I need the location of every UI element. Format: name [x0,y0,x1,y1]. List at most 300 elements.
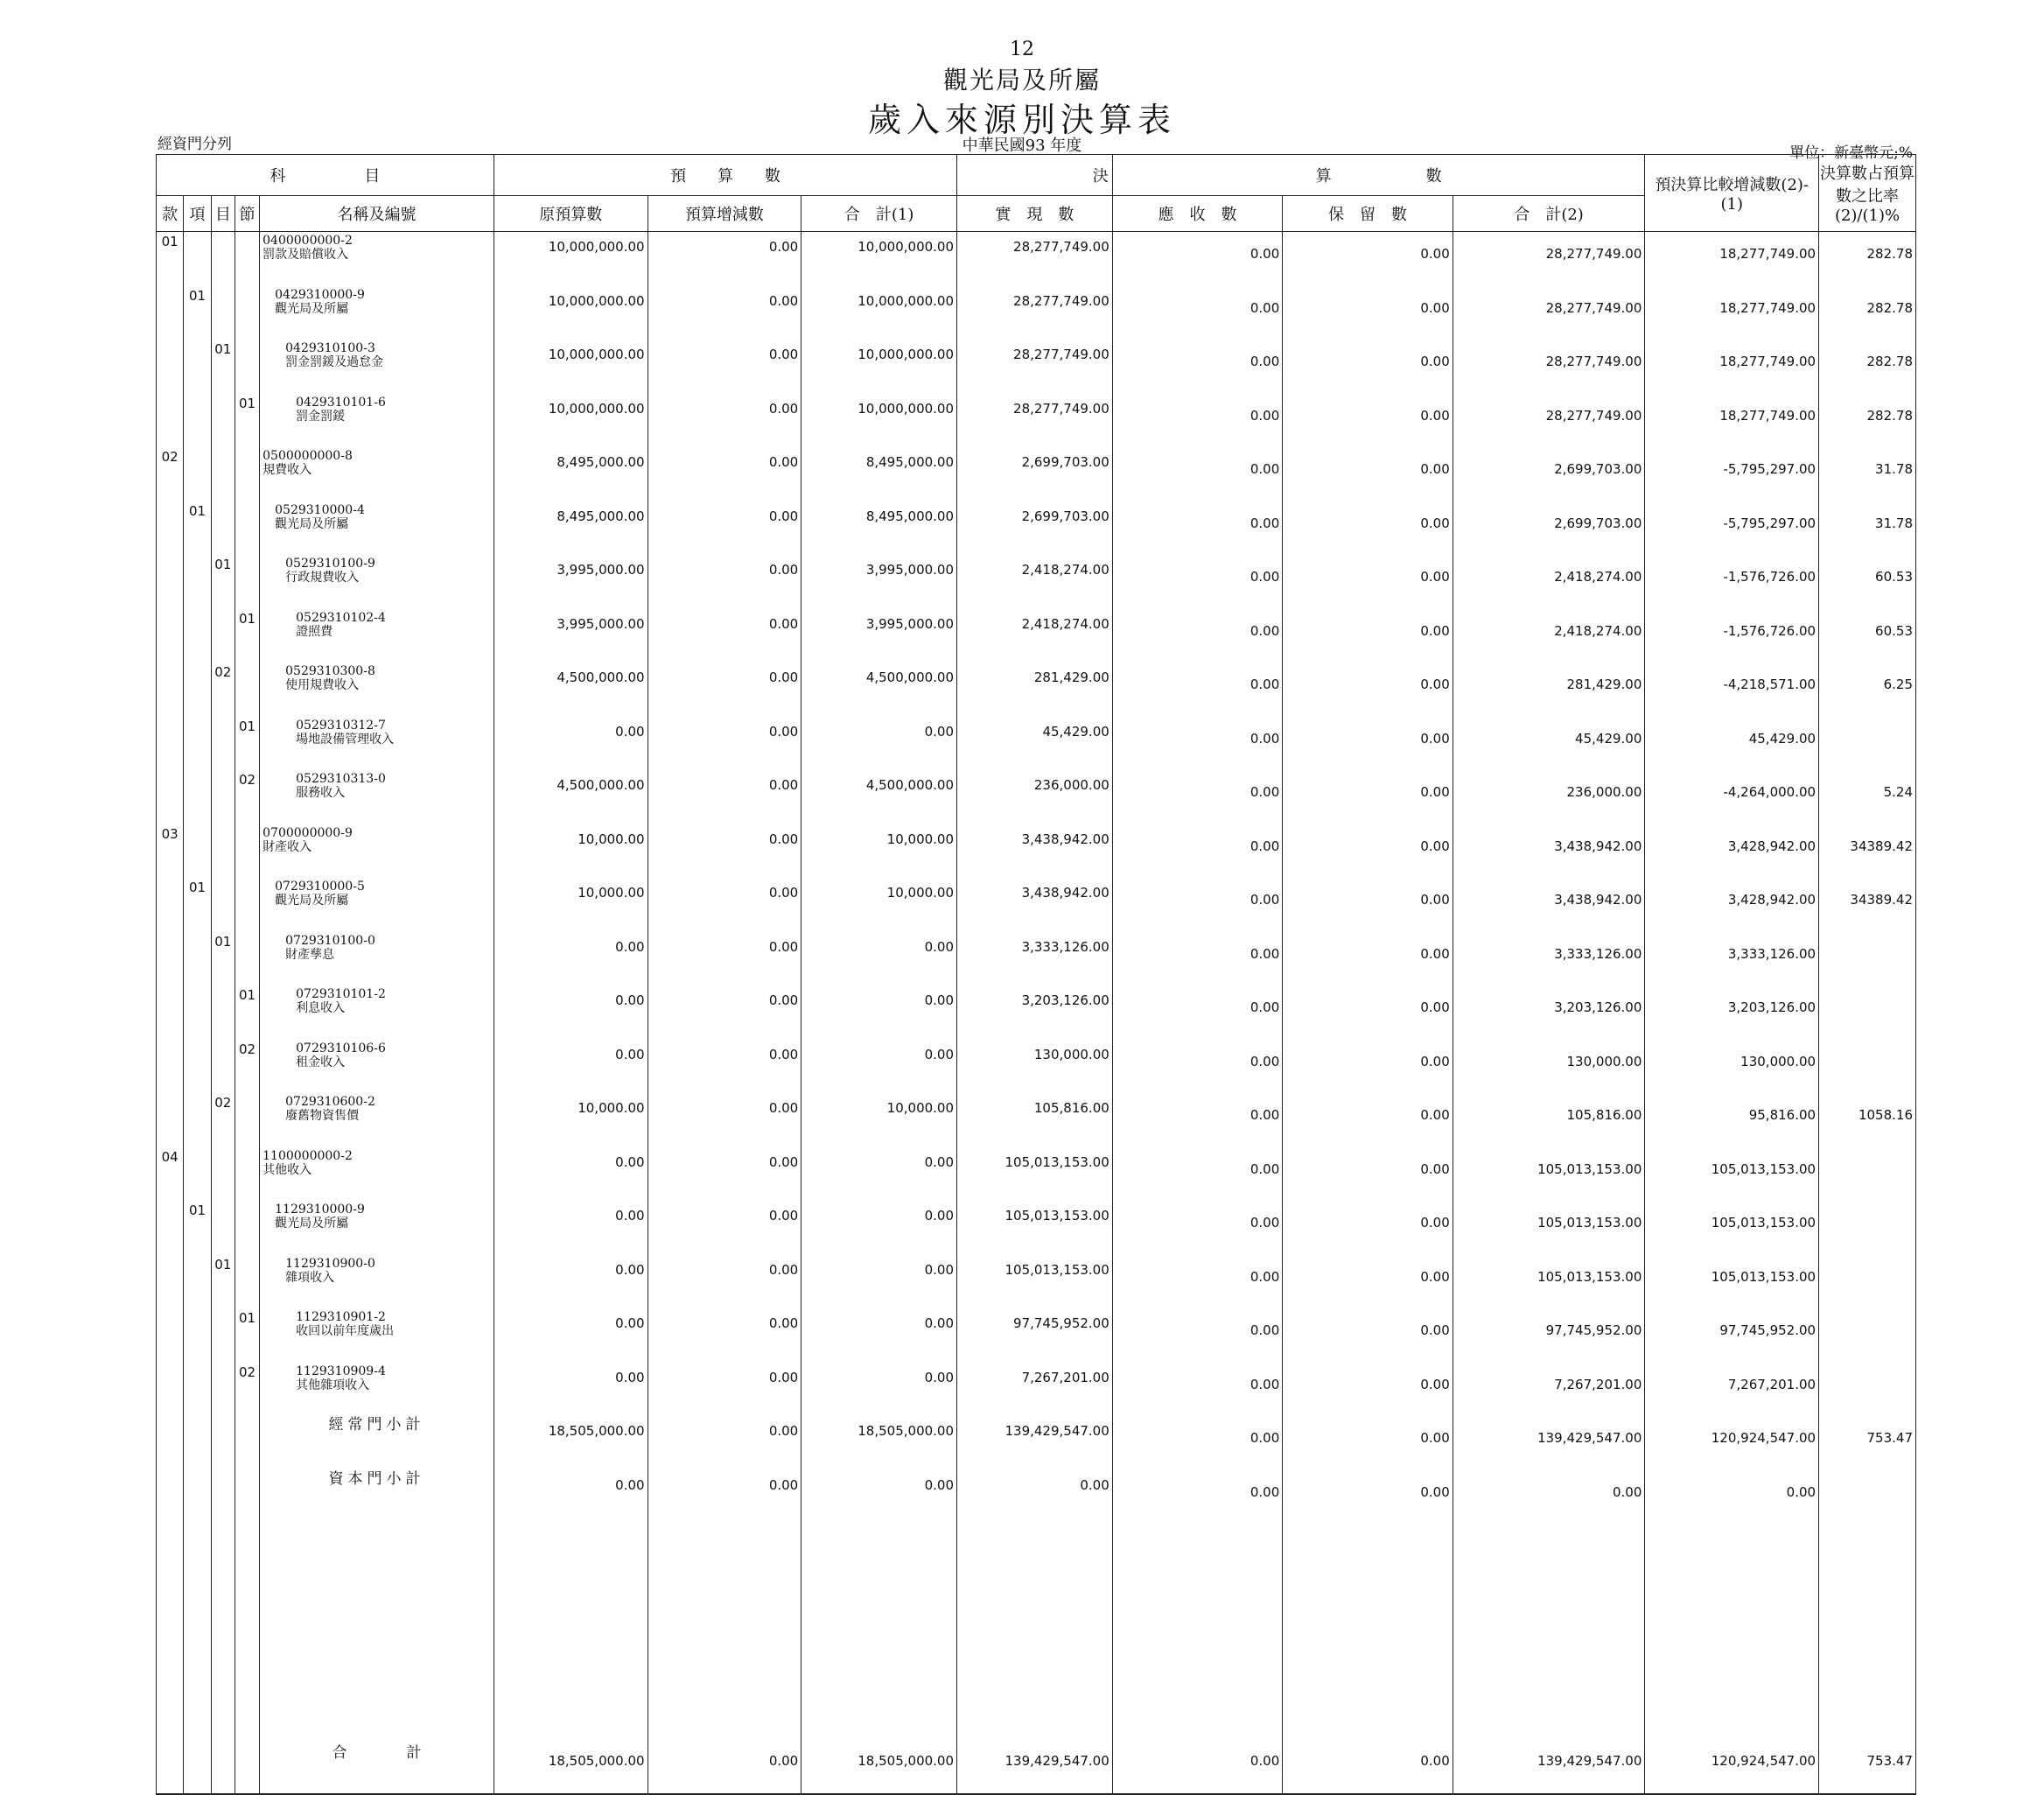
cell-kuan [157,555,184,609]
cell-budget-sum: 10,000.00 [802,878,957,932]
cell-mu [211,1147,234,1202]
table-row [157,555,1916,609]
cell-receivable: 0.00 [1112,1093,1283,1147]
cell-empty [260,1524,494,1734]
cell-receivable: 0.00 [1112,770,1283,824]
cell-name [260,609,494,663]
item-name: 觀光局及所屬 [275,1217,349,1231]
cell-budget-adj: 0.00 [648,1040,802,1094]
cell-actual: 105,816.00 [957,1093,1113,1147]
cell-ratio [1819,1147,1916,1202]
cell-kuan [157,1040,184,1094]
cell-final-sum: 0.00 [1452,1470,1645,1525]
item-name: 雜項收入 [285,1270,335,1285]
cell-xiang [184,340,211,394]
header-receivable: 應 收 數 [1112,196,1283,232]
header-diff: 預決算比較增減數(2)-(1) [1645,155,1819,232]
cell-ratio: 1058.16 [1819,1093,1916,1147]
cell-name [260,232,494,286]
cell-diff: -1,576,726.00 [1645,555,1819,609]
item-code: 0400000000-2 [262,234,353,248]
item-code: 0429310101-6 [296,395,386,410]
item-name: 行政規費收入 [285,571,360,585]
cell-receivable: 0.00 [1112,286,1283,340]
cell-empty [157,1734,184,1794]
cell-final-sum: 281,429.00 [1452,663,1645,717]
cell-orig-budget: 0.00 [494,1255,648,1309]
cell-xiang [184,555,211,609]
subtotal-row [157,1470,1916,1525]
cell-actual: 3,333,126.00 [957,932,1113,986]
cell-receivable: 0.00 [1112,1201,1283,1255]
cell-empty [1645,1524,1819,1734]
item-name: 其他收入 [262,1162,312,1177]
cell-final-sum: 2,699,703.00 [1452,501,1645,556]
cell-diff: 45,429.00 [1645,717,1819,771]
cell-final-sum: 45,429.00 [1452,717,1645,771]
cell-actual: 281,429.00 [957,663,1113,717]
cell-diff: -4,264,000.00 [1645,770,1819,824]
cell-retained: 0.00 [1283,1201,1453,1255]
cell-name [260,1040,494,1094]
cell-actual: 2,418,274.00 [957,609,1113,663]
cell-jie [234,340,259,394]
cell-name [260,555,494,609]
item-code: 0729310100-0 [285,933,375,948]
cell-xiang [184,232,211,286]
cell-jie: 01 [234,609,259,663]
cell-orig-budget: 0.00 [494,1363,648,1417]
cell-kuan [157,770,184,824]
item-name: 收回以前年度歲出 [296,1324,395,1338]
cell-ratio: 282.78 [1819,232,1916,286]
cell-jie [234,932,259,986]
cell-budget-adj: 0.00 [648,394,802,448]
cell-empty [184,1416,211,1470]
header-sum1: 合 計(1) [802,196,957,232]
cell-jie [234,286,259,340]
cell-actual: 3,438,942.00 [957,824,1113,879]
cell-diff: 18,277,749.00 [1645,340,1819,394]
cell-diff: 130,000.00 [1645,1040,1819,1094]
cell-jie: 01 [234,717,259,771]
cell-xiang [184,1255,211,1309]
item-name: 使用規費收入 [285,678,360,692]
cell-jie: 02 [234,770,259,824]
subtotal-row [157,1416,1916,1470]
cell-name [260,932,494,986]
cell-name [260,447,494,501]
cell-name [260,1363,494,1417]
table-row [157,340,1916,394]
cell-budget-sum: 18,505,000.00 [802,1734,957,1794]
item-code: 1129310909-4 [296,1364,386,1378]
subtotal-label: 資本門小計 [260,1470,494,1525]
subtotal-label: 經常門小計 [260,1416,494,1470]
cell-budget-adj: 0.00 [648,1363,802,1417]
header-name: 名稱及編號 [260,196,494,232]
cell-jie [234,555,259,609]
cell-name [260,394,494,448]
cell-kuan [157,286,184,340]
cell-budget-adj: 0.00 [648,878,802,932]
cell-budget-adj: 0.00 [648,932,802,986]
cell-receivable: 0.00 [1112,394,1283,448]
header-sum2: 合 計(2) [1452,196,1645,232]
item-code: 0700000000-9 [262,825,353,840]
revenue-table [156,154,1916,1795]
cell-retained: 0.00 [1283,1416,1453,1470]
cell-receivable: 0.00 [1112,447,1283,501]
cell-budget-sum: 4,500,000.00 [802,663,957,717]
cell-retained: 0.00 [1283,555,1453,609]
cell-retained: 0.00 [1283,232,1453,286]
cell-mu: 02 [211,663,234,717]
cell-orig-budget: 4,500,000.00 [494,770,648,824]
cell-orig-budget: 0.00 [494,1201,648,1255]
cell-orig-budget: 10,000,000.00 [494,286,648,340]
table-row [157,501,1916,556]
cell-empty [1452,1524,1645,1734]
item-name: 廢舊物資售價 [285,1109,360,1123]
cell-name [260,824,494,879]
cell-empty [211,1470,234,1525]
cell-ratio [1819,985,1916,1040]
cell-actual: 7,267,201.00 [957,1363,1113,1417]
cell-budget-sum: 3,995,000.00 [802,555,957,609]
cell-actual: 139,429,547.00 [957,1416,1113,1470]
cell-jie: 02 [234,1040,259,1094]
cell-name [260,340,494,394]
table-row [157,1040,1916,1094]
cell-kuan: 02 [157,447,184,501]
header-retained: 保 留 數 [1283,196,1453,232]
cell-jie: 02 [234,1363,259,1417]
cell-empty [157,1416,184,1470]
cell-final-sum: 130,000.00 [1452,1040,1645,1094]
cell-final-sum: 28,277,749.00 [1452,340,1645,394]
cell-xiang [184,717,211,771]
cell-empty [802,1524,957,1734]
cell-budget-sum: 18,505,000.00 [802,1416,957,1470]
cell-diff: -5,795,297.00 [1645,501,1819,556]
cell-orig-budget: 18,505,000.00 [494,1416,648,1470]
item-code: 1129310900-0 [285,1256,375,1271]
cell-budget-adj: 0.00 [648,555,802,609]
cell-budget-adj: 0.00 [648,770,802,824]
cell-orig-budget: 10,000,000.00 [494,232,648,286]
cell-receivable: 0.00 [1112,1470,1283,1525]
item-code: 1100000000-2 [262,1148,353,1163]
agency-title: 觀光局及所屬 [942,66,1101,95]
cell-ratio [1819,717,1916,771]
cell-actual: 3,203,126.00 [957,985,1113,1040]
cell-jie: 01 [234,985,259,1040]
cell-name [260,717,494,771]
cell-actual: 130,000.00 [957,1040,1113,1094]
table-row [157,663,1916,717]
cell-kuan [157,1093,184,1147]
cell-orig-budget: 10,000.00 [494,1093,648,1147]
cell-retained: 0.00 [1283,717,1453,771]
cell-final-sum: 3,438,942.00 [1452,878,1645,932]
cell-name [260,1201,494,1255]
cell-final-sum: 97,745,952.00 [1452,1308,1645,1363]
unit-label: 單位：新臺幣元;% [1789,144,1913,162]
cell-budget-adj: 0.00 [648,1201,802,1255]
item-code: 0500000000-8 [262,449,353,463]
cell-actual: 2,699,703.00 [957,447,1113,501]
cell-empty [211,1734,234,1794]
cell-mu [211,286,234,340]
cell-empty [157,1470,184,1525]
table-row [157,717,1916,771]
cell-kuan: 03 [157,824,184,879]
cell-retained: 0.00 [1283,1308,1453,1363]
cell-budget-sum: 10,000,000.00 [802,232,957,286]
cell-receivable: 0.00 [1112,663,1283,717]
item-code: 0429310100-3 [285,341,375,355]
cell-mu [211,1363,234,1417]
cell-retained: 0.00 [1283,824,1453,879]
cell-diff: 105,013,153.00 [1645,1201,1819,1255]
cell-ratio [1819,1040,1916,1094]
cell-empty [157,1524,184,1734]
cell-xiang: 01 [184,286,211,340]
cell-mu [211,1201,234,1255]
cell-retained: 0.00 [1283,1147,1453,1202]
cell-diff: 3,428,942.00 [1645,878,1819,932]
cell-actual: 105,013,153.00 [957,1255,1113,1309]
cell-budget-sum: 0.00 [802,1201,957,1255]
header-final-left: 決 [957,155,1113,196]
cell-kuan [157,609,184,663]
cell-mu [211,447,234,501]
cell-empty [184,1734,211,1794]
cell-xiang [184,1040,211,1094]
cell-jie [234,501,259,556]
cell-mu: 01 [211,555,234,609]
cell-final-sum: 3,438,942.00 [1452,824,1645,879]
cell-actual: 139,429,547.00 [957,1734,1113,1794]
cell-diff: 0.00 [1645,1470,1819,1525]
cell-final-sum: 28,277,749.00 [1452,394,1645,448]
cell-mu: 01 [211,932,234,986]
cell-empty [234,1734,259,1794]
cell-diff: 3,203,126.00 [1645,985,1819,1040]
cell-budget-sum: 10,000,000.00 [802,286,957,340]
cell-orig-budget: 10,000.00 [494,824,648,879]
cell-empty [648,1524,802,1734]
cell-jie: 01 [234,1308,259,1363]
cell-orig-budget: 0.00 [494,1470,648,1525]
cell-actual: 2,699,703.00 [957,501,1113,556]
cell-jie [234,1201,259,1255]
cell-kuan [157,985,184,1040]
item-name: 規費收入 [262,463,312,477]
header-actual: 實 現 數 [957,196,1113,232]
cell-empty [234,1524,259,1734]
cell-budget-sum: 3,995,000.00 [802,609,957,663]
table-row [157,232,1916,286]
cell-budget-adj: 0.00 [648,824,802,879]
cell-ratio: 282.78 [1819,394,1916,448]
cell-budget-sum: 10,000.00 [802,1093,957,1147]
item-code: 0529310102-4 [296,610,386,625]
header-final-right: 算 數 [1112,155,1645,196]
item-code: 1129310000-9 [275,1203,365,1217]
cell-receivable: 0.00 [1112,609,1283,663]
table-row [157,609,1916,663]
cell-receivable: 0.00 [1112,985,1283,1040]
cell-final-sum: 139,429,547.00 [1452,1734,1645,1794]
cell-diff: 105,013,153.00 [1645,1147,1819,1202]
cell-diff: 105,013,153.00 [1645,1255,1819,1309]
cell-mu [211,1308,234,1363]
cell-jie [234,1147,259,1202]
cell-orig-budget: 0.00 [494,985,648,1040]
cell-budget-sum: 10,000,000.00 [802,394,957,448]
total-label: 合 計 [260,1734,494,1794]
cell-retained: 0.00 [1283,1470,1453,1525]
cell-ratio: 60.53 [1819,555,1916,609]
cell-orig-budget: 0.00 [494,932,648,986]
cell-actual: 28,277,749.00 [957,340,1113,394]
item-code: 1129310901-2 [296,1310,386,1324]
cell-receivable: 0.00 [1112,1308,1283,1363]
cell-final-sum: 105,013,153.00 [1452,1147,1645,1202]
cell-kuan [157,932,184,986]
page-number: 12 [1010,39,1034,60]
cell-ratio: 31.78 [1819,501,1916,556]
cell-retained: 0.00 [1283,985,1453,1040]
table-row [157,878,1916,932]
cell-retained: 0.00 [1283,286,1453,340]
cell-kuan [157,340,184,394]
cell-budget-sum: 8,495,000.00 [802,501,957,556]
cell-retained: 0.00 [1283,1363,1453,1417]
cell-xiang [184,824,211,879]
cell-xiang: 01 [184,878,211,932]
cell-budget-adj: 0.00 [648,340,802,394]
cell-actual: 97,745,952.00 [957,1308,1113,1363]
cell-budget-sum: 0.00 [802,932,957,986]
cell-empty [184,1470,211,1525]
cell-budget-adj: 0.00 [648,663,802,717]
table-row [157,394,1916,448]
cell-budget-adj: 0.00 [648,1734,802,1794]
cell-empty [1819,1524,1916,1734]
cell-receivable: 0.00 [1112,1040,1283,1094]
cell-final-sum: 2,418,274.00 [1452,609,1645,663]
cell-actual: 28,277,749.00 [957,232,1113,286]
cell-name [260,663,494,717]
cell-jie [234,1093,259,1147]
cell-budget-sum: 0.00 [802,985,957,1040]
cell-ratio [1819,1363,1916,1417]
cell-budget-sum: 10,000.00 [802,824,957,879]
cell-budget-sum: 0.00 [802,1308,957,1363]
cell-retained: 0.00 [1283,447,1453,501]
item-code: 0729310101-2 [296,987,386,1001]
cell-budget-adj: 0.00 [648,501,802,556]
header-ratio: 決算數占預算數之比率(2)/(1)% [1819,155,1916,232]
header-adj: 預算增減數 [648,196,802,232]
item-code: 0529310300-8 [285,664,375,678]
table-row [157,1308,1916,1363]
cell-mu: 02 [211,1093,234,1147]
header-xiang: 項 [184,196,211,232]
cell-budget-adj: 0.00 [648,985,802,1040]
cell-mu [211,770,234,824]
cell-receivable: 0.00 [1112,878,1283,932]
cell-xiang [184,394,211,448]
cell-diff: -4,218,571.00 [1645,663,1819,717]
table-row [157,1147,1916,1202]
item-name: 罰金罰鍰及過怠金 [285,355,384,369]
cell-diff: 3,428,942.00 [1645,824,1819,879]
cell-ratio: 6.25 [1819,663,1916,717]
header-orig: 原預算數 [494,196,648,232]
cell-budget-sum: 8,495,000.00 [802,447,957,501]
item-name: 其他雜項收入 [296,1378,370,1392]
cell-name [260,286,494,340]
cell-name [260,770,494,824]
cell-final-sum: 28,277,749.00 [1452,286,1645,340]
cell-diff: 97,745,952.00 [1645,1308,1819,1363]
cell-name [260,1255,494,1309]
cell-kuan [157,878,184,932]
cell-kuan [157,1308,184,1363]
cell-budget-sum: 0.00 [802,1470,957,1525]
table-row [157,286,1916,340]
cell-kuan [157,1363,184,1417]
table-row [157,824,1916,879]
cell-actual: 2,418,274.00 [957,555,1113,609]
table-row [157,1255,1916,1309]
cell-final-sum: 2,418,274.00 [1452,555,1645,609]
cell-diff: 3,333,126.00 [1645,932,1819,986]
cell-jie [234,824,259,879]
cell-budget-adj: 0.00 [648,1416,802,1470]
cell-receivable: 0.00 [1112,1147,1283,1202]
cell-budget-adj: 0.00 [648,1093,802,1147]
cell-ratio: 753.47 [1819,1734,1916,1794]
table-body [157,232,1916,1795]
cell-budget-sum: 0.00 [802,1255,957,1309]
table-row [157,1201,1916,1255]
cell-orig-budget: 10,000,000.00 [494,340,648,394]
cell-diff: -5,795,297.00 [1645,447,1819,501]
cell-diff: 18,277,749.00 [1645,232,1819,286]
cell-mu: 01 [211,340,234,394]
cell-retained: 0.00 [1283,932,1453,986]
item-name: 罰金罰鍰 [296,409,346,424]
item-name: 財產孳息 [285,947,335,962]
cell-final-sum: 236,000.00 [1452,770,1645,824]
header-jie: 節 [234,196,259,232]
cell-budget-sum: 0.00 [802,1363,957,1417]
cell-orig-budget: 0.00 [494,1308,648,1363]
cell-kuan: 04 [157,1147,184,1202]
table-row [157,447,1916,501]
cell-diff: 18,277,749.00 [1645,286,1819,340]
cell-retained: 0.00 [1283,878,1453,932]
cell-actual: 105,013,153.00 [957,1201,1113,1255]
cell-final-sum: 3,203,126.00 [1452,985,1645,1040]
cell-budget-sum: 0.00 [802,1147,957,1202]
cell-budget-adj: 0.00 [648,1147,802,1202]
